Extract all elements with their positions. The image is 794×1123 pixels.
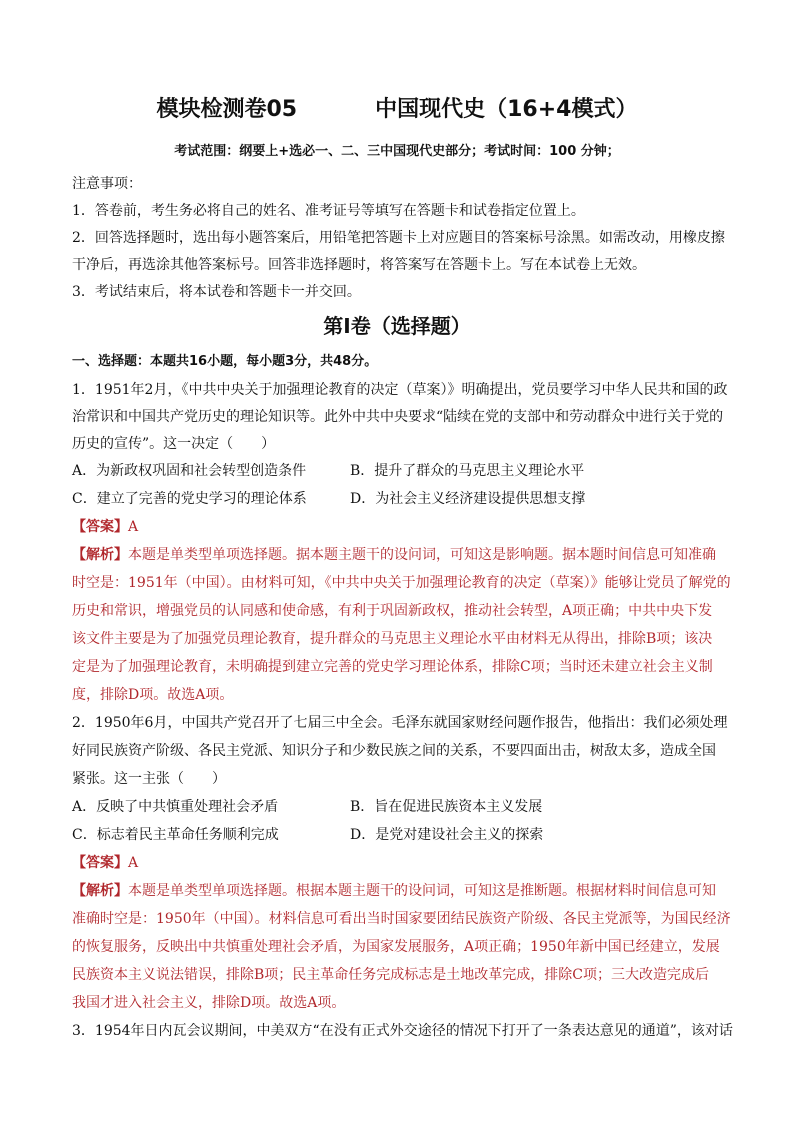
q1-analysis-line: 该文件主要是为了加强党员理论教育，提升群众的马克思主义理论水平由材料无从得出，排除B项；该决 <box>72 631 713 647</box>
title-left: 模块检测卷05 <box>156 97 298 122</box>
section-instruction: 一、选择题：本题共16小题，每小题3分，共48分。 <box>72 354 378 369</box>
q2-option-a: A．反映了中共慎重处理社会矛盾 <box>72 799 279 815</box>
q2-analysis-line <box>72 882 716 900</box>
q2-stem-line: 好同民族资产阶级、各民主党派、知识分子和少数民族之间的关系，不要四面出击，树敌太多，造成全国 <box>72 743 716 759</box>
q1-analysis-line: 时空是：1951年（中国）。由材料可知，《中共中央关于加强理论教育的决定（草案）》能够让党员了解党的 <box>72 575 731 591</box>
q2-option-c: C．标志着民主革命任务顺利完成 <box>72 827 279 843</box>
q1-analysis-line: 定是为了加强理论教育，未明确提到建立完善的党史学习理论体系，排除C项；当时还未建立社会主义制 <box>72 659 713 675</box>
analysis-text: 本题是单类型单项选择题。据本题主题干的设问词，可知这是影响题。据本题时间信息可知准确 <box>128 547 716 563</box>
page-title <box>0 95 794 125</box>
q2-analysis-line: 的恢复服务，反映出中共慎重处理社会矛盾，为国家发展服务，A项正确；1950年新中国已经建立，发展 <box>72 939 720 955</box>
notice-line: 干净后，再选涂其他答案标号。回答非选择题时，将答案写在答题卡上。写在本试卷上无效。 <box>72 257 646 273</box>
q2-analysis-line: 准确时空是：1950年（中国）。材料信息可看出当时国家要团结民族资产阶级、各民主党派等，为国民经济 <box>72 911 731 927</box>
q3-stem-line: 3．1954年日内瓦会议期间，中美双方“在没有正式外交途径的情况下打开了一条表达意见的通道”，该对话 <box>72 1023 733 1039</box>
q1-analysis-line: 历史和常识，增强党员的认同感和使命感，有利于巩固新政权，推动社会转型，A项正确；中共中央下发 <box>72 603 713 619</box>
notice-line: 1．答卷前，考生务必将自己的姓名、准考证号等填写在答题卡和试卷指定位置上。 <box>72 203 585 219</box>
notice-line: 2．回答选择题时，选出每小题答案后，用铅笔把答题卡上对应题目的答案标号涂黑。如需改动，用橡皮擦 <box>72 230 725 246</box>
q1-option-d: D．为社会主义经济建设提供思想支撑 <box>350 491 586 507</box>
q2-answer <box>72 854 138 872</box>
q2-option-d: D．是党对建设社会主义的探索 <box>350 827 544 843</box>
q2-analysis-line: 民族资本主义说法错误，排除B项；民主革命任务完成标志是土地改革完成，排除C项；三大改造完成后 <box>72 967 709 983</box>
q2-option-b: B．旨在促进民族资本主义发展 <box>350 799 543 815</box>
exam-info: 考试范围：纲要上+选必一、二、三中国现代史部分；考试时间：100 分钟； <box>174 144 620 159</box>
section-title: 第Ⅰ卷（选择题） <box>323 314 471 338</box>
q1-stem-line: 治常识和中国共产党历史的理论知识等。此外中共中央要求“陆续在党的支部中和劳动群众中进行关于党的 <box>72 409 724 425</box>
q2-stem-line: 2．1950年6月，中国共产党召开了七届三中全会。毛泽东就国家财经问题作报告，他指出：我们必须处理 <box>72 715 728 731</box>
answer-value: A <box>128 519 139 535</box>
q2-stem-line: 紧张。这一主张（ ） <box>72 771 226 787</box>
answer-value: A <box>128 855 139 871</box>
q1-analysis-line: 度，排除D项。故选A项。 <box>72 687 234 703</box>
q1-stem-line: 1．1951年2月，《中共中央关于加强理论教育的决定（草案）》明确提出，党员要学习中华人民共和国的政 <box>72 382 728 398</box>
analysis-tag: 【解析】 <box>72 547 128 563</box>
analysis-tag: 【解析】 <box>72 883 128 899</box>
title-right: 中国现代史（16+4模式） <box>375 97 638 122</box>
q1-option-a: A．为新政权巩固和社会转型创造条件 <box>72 463 307 479</box>
notice-line: 3．考试结束后，将本试卷和答题卡一并交回。 <box>72 284 361 300</box>
q1-answer <box>72 518 138 536</box>
answer-tag: 【答案】 <box>72 519 128 535</box>
q1-option-b: B．提升了群众的马克思主义理论水平 <box>350 463 585 479</box>
q1-option-c: C．建立了完善的党史学习的理论体系 <box>72 491 307 507</box>
analysis-text: 本题是单类型单项选择题。根据本题主题干的设问词，可知这是推断题。根据材料时间信息可知 <box>128 883 716 899</box>
notice-heading: 注意事项： <box>72 176 142 192</box>
answer-tag: 【答案】 <box>72 855 128 871</box>
q1-analysis-line <box>72 546 716 564</box>
q1-stem-line: 历史的宣传”。这一决定（ ） <box>72 436 276 452</box>
q2-analysis-line: 我国才进入社会主义，排除D项。故选A项。 <box>72 995 346 1011</box>
